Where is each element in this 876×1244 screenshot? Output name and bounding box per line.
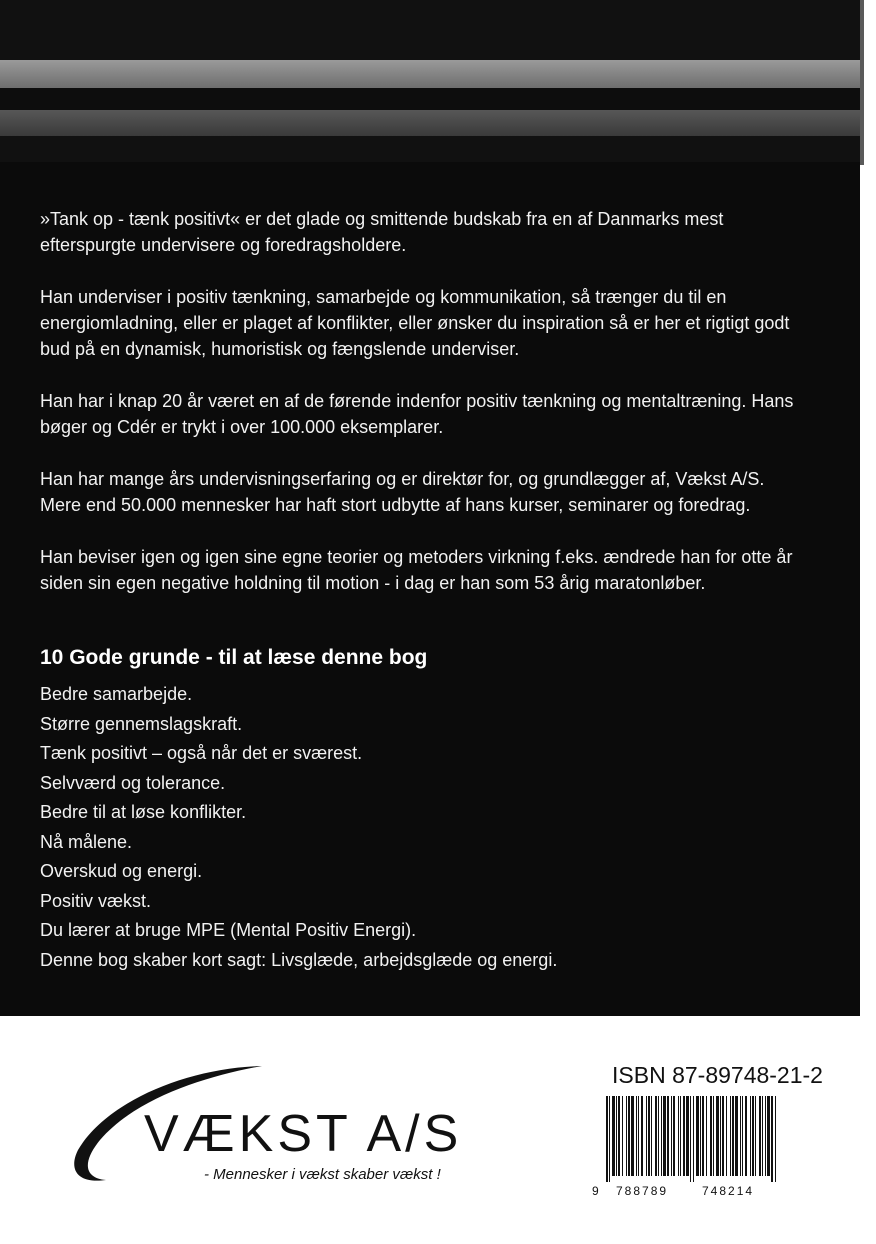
list-item: Bedre samarbejde. [40,684,193,704]
blurb-paragraph-2: Han underviser i positiv tænkning, samarbejde og kommunikation, så trænger du til en energiomladning, eller er plaget af konflikter, eller ønsker du inspiration så er her et rigtigt godt bud på en dynamisk, humoristisk og fængslende underviser. [40,287,790,359]
barcode-bar [658,1096,659,1176]
barcode-digit-group-right: 748214 [702,1184,755,1198]
barcode-bar [730,1096,731,1176]
barcode-bar [641,1096,643,1176]
barcode-bar [661,1096,662,1176]
barcode-bar [636,1096,637,1176]
barcode-bar [663,1096,666,1176]
barcode-bars [592,1096,778,1182]
barcode [592,1096,778,1196]
dark-band [0,136,860,162]
barcode-bar [726,1096,727,1176]
publisher-tagline: - Mennesker i vækst skaber vækst ! [204,1166,441,1183]
reasons-list [40,680,557,975]
isbn-label: ISBN 87-89748-21-2 [612,1062,823,1088]
list-item: Selvværd og tolerance. [40,772,226,793]
barcode-bar [628,1096,630,1176]
barcode-bar [651,1096,652,1176]
barcode-bar [710,1096,712,1176]
barcode-bar [616,1096,617,1176]
grey-stripe-lower [0,110,860,136]
barcode-bar [638,1096,639,1176]
barcode-bar [686,1096,689,1176]
barcode-bar [765,1096,766,1176]
reasons-heading: 10 Gode grunde - til at læse denne bog [40,646,428,669]
barcode-bar [626,1096,627,1176]
list-item: Overskud og energi. [40,861,203,881]
barcode-bar [755,1096,756,1176]
list-item: Du lærer at bruge MPE (Mental Positiv Energi). [40,920,417,940]
list-item: Denne bog skaber kort sagt: Livsglæde, arbejdsglæde og energi. [40,949,558,970]
barcode-bar [609,1096,610,1182]
barcode-bar [671,1096,672,1176]
list-item: Positiv vækst. [40,890,152,911]
barcode-bar [673,1096,675,1176]
list-item: Bedre til at løse konflikter. [40,802,247,822]
barcode-bar [702,1096,704,1176]
grey-stripe-upper [0,60,860,88]
blurb-paragraph-4: Han har mange års undervisningserfaring og er direktør for, og grundlægger af, Vækst A/S. Mere end 50.000 mennesker har haft stort udbytte af hans kurser, seminarer og foredrag. [40,469,765,515]
barcode-bar [752,1096,754,1176]
barcode-bar [713,1096,714,1176]
barcode-bar [667,1096,669,1176]
barcode-bar [762,1096,763,1176]
barcode-bar [720,1096,721,1176]
barcode-bar [680,1096,681,1176]
barcode-bar [606,1096,608,1182]
publisher-logo [66,1062,486,1192]
barcode-bar [690,1096,691,1182]
blurb-paragraph-5: Han beviser igen og igen sine egne teorier og metoders virkning f.eks. ændrede han for otte år siden sin egen negative holdning til motion - i dag er han som 53 årig maratonløber. [40,547,793,593]
barcode-bar [622,1096,623,1176]
barcode-bar [716,1096,719,1176]
barcode-bar [735,1096,738,1176]
barcode-bar [618,1096,620,1176]
dark-stripe [0,88,860,110]
barcode-bar [693,1096,694,1182]
barcode-bar [759,1096,761,1176]
barcode-bar [775,1096,776,1182]
barcode-bar [646,1096,647,1176]
list-item: Større gennemslagskraft. [40,713,243,734]
barcode-bar [696,1096,699,1176]
list-item: Tænk positivt – også når det er sværest. [40,743,363,763]
barcode-bar [740,1096,741,1176]
barcode-bar [771,1096,773,1182]
barcode-bar [612,1096,615,1176]
barcode-bar [683,1096,685,1176]
barcode-digit-prefix: 9 [592,1184,599,1198]
barcode-bar [732,1096,734,1176]
barcode-digit-group-left: 788789 [616,1184,669,1198]
barcode-bar [745,1096,747,1176]
top-band [0,0,860,60]
page-edge-shadow [860,0,864,165]
barcode-bar [631,1096,634,1176]
publisher-name: VÆKST A/S [144,1105,463,1163]
barcode-bar [678,1096,679,1176]
blurb-paragraph-3: Han har i knap 20 år været en af de førende indenfor positiv tænkning og mentaltræning. Hans bøger og Cdér er trykt i over 100.000 eksemplarer. [40,391,794,437]
list-item: Nå målene. [40,831,133,852]
barcode-bar [767,1096,770,1176]
page-edge [860,0,876,1244]
barcode-bar [706,1096,707,1176]
barcode-bar [742,1096,743,1176]
barcode-bar [722,1096,724,1176]
barcode-bar [700,1096,701,1176]
blurb-paragraph-1: »Tank op - tænk positivt« er det glade og smittende budskab fra en af Danmarks mest efterspurgte undervisere og foredragsholdere. [40,209,724,255]
barcode-bar [655,1096,657,1176]
barcode-bar [750,1096,751,1176]
barcode-bar [648,1096,650,1176]
